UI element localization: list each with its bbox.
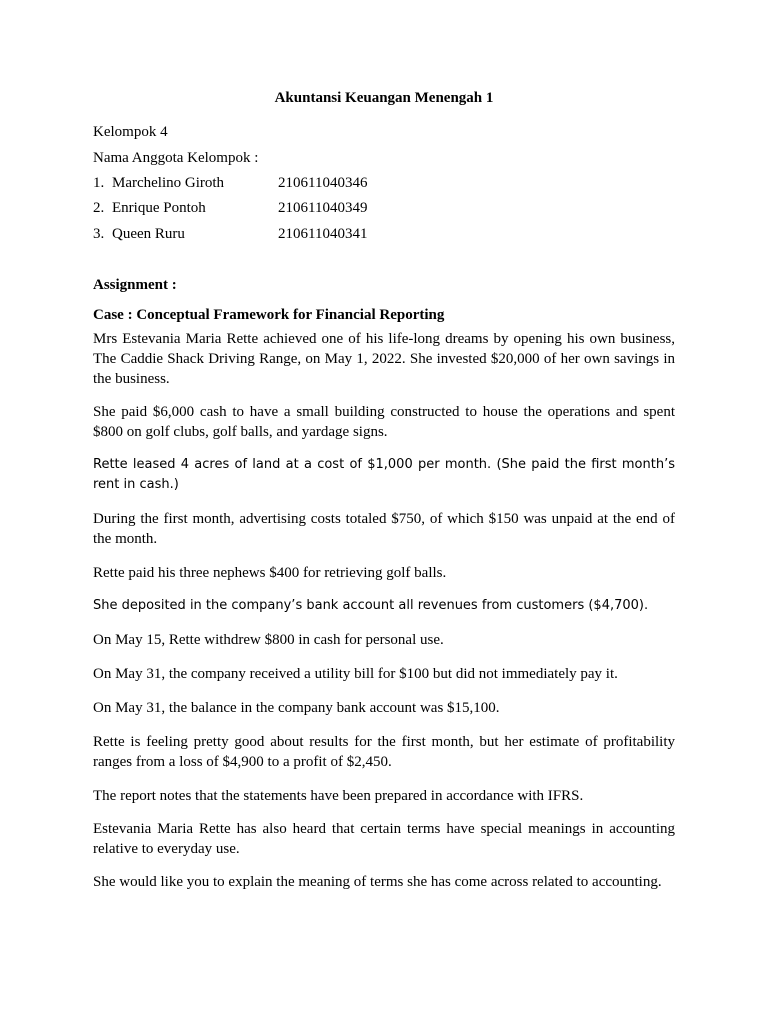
member-id: 210611040349 [278, 200, 368, 216]
member-row [93, 198, 367, 218]
paragraph: The report notes that the statements have been prepared in accordance with IFRS. [93, 788, 584, 804]
member-id: 210611040341 [278, 226, 368, 242]
member-name: Marchelino Giroth [112, 175, 225, 191]
paragraph: Rette paid his three nephews $400 for retrieving golf balls. [93, 565, 447, 581]
member-number: 2. [93, 200, 105, 216]
paragraph: She deposited in the company’s bank account all revenues from customers ($4,700). [93, 598, 649, 613]
group-label: Kelompok 4 [93, 124, 168, 140]
paragraph: Rette leased 4 acres of land at a cost of $1,000 per month. (She paid the first month’s rent in cash.) [93, 457, 675, 492]
member-id: 210611040346 [278, 175, 368, 191]
paragraph: Rette is feeling pretty good about results for the first month, but her estimate of profitability ranges from a loss of $4,900 to a profit of $2,450. [93, 734, 675, 770]
paragraph: On May 31, the balance in the company bank account was $15,100. [93, 700, 500, 716]
paragraph: On May 31, the company received a utility bill for $100 but did not immediately pay it. [93, 666, 618, 682]
member-number: 3. [93, 226, 105, 242]
paragraph: She paid $6,000 cash to have a small building constructed to house the operations and spent $800 on golf clubs, golf balls, and yardage signs. [93, 404, 675, 440]
paragraph: She would like you to explain the meaning of terms she has come across related to accounting. [93, 874, 662, 890]
member-row [93, 224, 367, 244]
paragraph: During the first month, advertising costs totaled $750, of which $150 was unpaid at the end of the month. [93, 511, 675, 547]
paragraph: Estevania Maria Rette has also heard that certain terms have special meanings in accounting relative to everyday use. [93, 821, 675, 857]
document-title: Akuntansi Keuangan Menengah 1 [274, 90, 494, 106]
paragraph: On May 15, Rette withdrew $800 in cash for personal use. [93, 632, 444, 648]
member-name: Queen Ruru [112, 226, 185, 242]
member-name: Enrique Pontoh [112, 200, 206, 216]
assignment-heading: Assignment : [93, 277, 177, 293]
member-row [93, 173, 367, 193]
case-heading: Case : Conceptual Framework for Financial Reporting [93, 307, 445, 323]
paragraph: Mrs Estevania Maria Rette achieved one of his life-long dreams by opening his own business, The Caddie Shack Driving Range, on May 1, 2022. She invested $20,000 of her own savings in the business. [93, 331, 675, 387]
member-number: 1. [93, 175, 105, 191]
members-heading: Nama Anggota Kelompok : [93, 150, 259, 166]
